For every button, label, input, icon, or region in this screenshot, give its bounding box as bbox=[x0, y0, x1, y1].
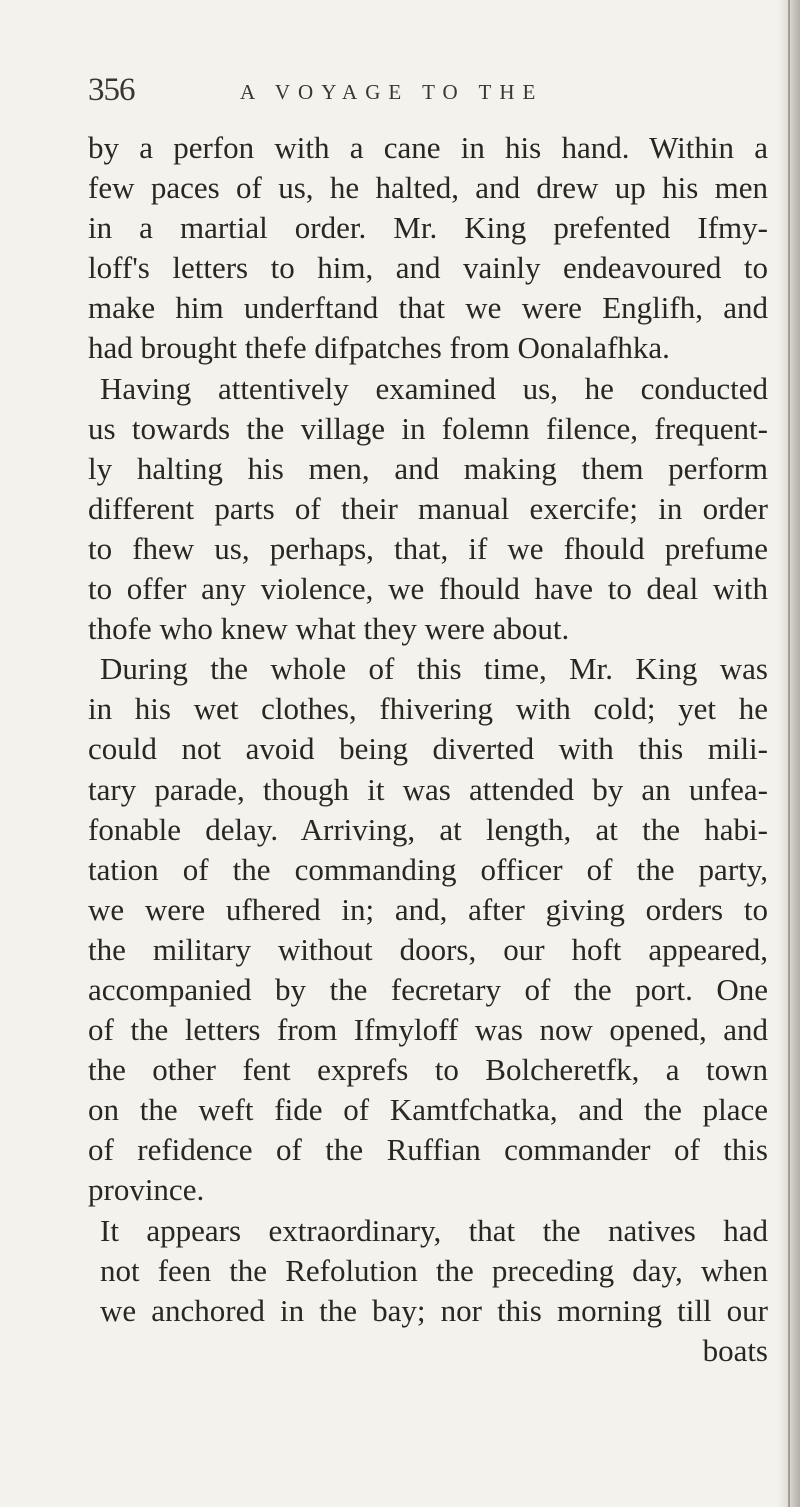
paragraph-start-line: During the whole of this time, Mr. King was bbox=[100, 651, 768, 687]
text-line: we anchored in the bay; nor this morning till our bbox=[100, 1292, 768, 1328]
text-line: we were ufhered in; and, after giving orders to bbox=[88, 891, 768, 927]
text-line: loff's letters to him, and vainly endeavoured to bbox=[88, 250, 768, 286]
page-header bbox=[88, 72, 748, 112]
text-line: the military without doors, our hoft appeared, bbox=[88, 931, 768, 967]
text-line: in his wet clothes, fhivering with cold; yet he bbox=[88, 691, 768, 727]
text-line: thofe who knew what they were about. bbox=[88, 611, 570, 647]
binding-edge bbox=[788, 0, 790, 1507]
text-line: tary parade, though it was attended by an unfea- bbox=[88, 771, 768, 807]
text-line: different parts of their manual exercife; in order bbox=[88, 490, 768, 526]
text-line: us towards the village in folemn filence, frequent- bbox=[88, 410, 768, 446]
text-line: province. bbox=[88, 1172, 205, 1208]
catchword: boats bbox=[702, 1332, 768, 1368]
text-line: could not avoid being diverted with this mili- bbox=[88, 731, 768, 767]
page-number: 356 bbox=[88, 72, 135, 108]
text-line: fonable delay. Arriving, at length, at the habi- bbox=[88, 811, 768, 847]
text-line: of refidence of the Ruffian commander of this bbox=[88, 1132, 768, 1168]
running-head: A VOYAGE TO THE bbox=[240, 80, 544, 104]
text-line: tation of the commanding officer of the party, bbox=[88, 851, 768, 887]
text-line: ly halting his men, and making them perform bbox=[88, 450, 768, 486]
text-line: in a martial order. Mr. King prefented Ifmy- bbox=[88, 210, 768, 246]
text-line: had brought thefe difpatches from Oonalafhka. bbox=[88, 330, 670, 366]
text-line: to fhew us, perhaps, that, if we fhould prefume bbox=[88, 530, 768, 566]
paragraph-start-line: Having attentively examined us, he conducted bbox=[100, 370, 768, 406]
text-line: of the letters from Ifmyloff was now opened, and bbox=[88, 1012, 768, 1048]
text-line: make him underftand that we were Englifh, and bbox=[88, 290, 768, 326]
body-text bbox=[88, 128, 770, 1371]
text-line: by a perfon with a cane in his hand. Within a bbox=[88, 130, 768, 165]
paragraph-start-line: It appears extraordinary, that the natives had bbox=[100, 1212, 768, 1248]
text-line: accompanied by the fecretary of the port. One bbox=[88, 971, 768, 1007]
text-line: on the weft fide of Kamtfchatka, and the place bbox=[88, 1092, 768, 1128]
text-line: few paces of us, he halted, and drew up his men bbox=[88, 170, 768, 206]
text-line: not feen the Refolution the preceding day, when bbox=[100, 1252, 768, 1288]
text-line: the other fent exprefs to Bolcheretfk, a town bbox=[88, 1052, 768, 1088]
text-line: to offer any violence, we fhould have to deal with bbox=[88, 571, 768, 607]
